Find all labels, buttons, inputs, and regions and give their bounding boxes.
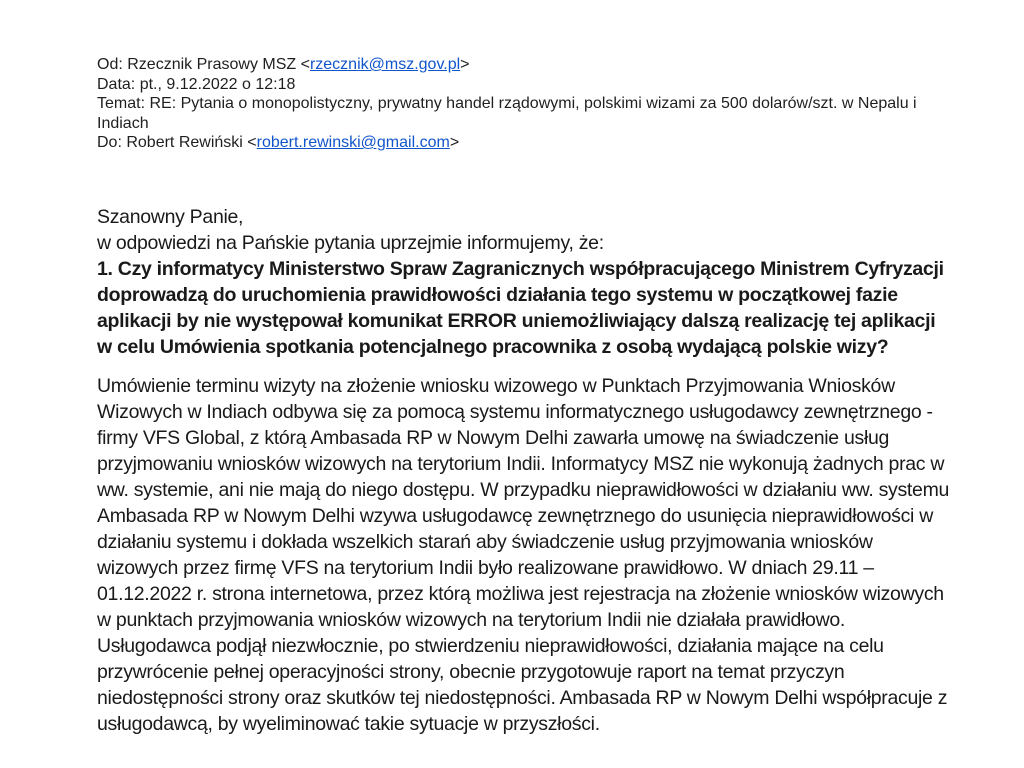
to-email-link[interactable]: robert.rewinski@gmail.com (256, 134, 450, 151)
question-1-paragraph: 1. Czy informatycy Ministerstwo Spraw Zagranicznych współpracującego Ministrem Cyfryzacji doprowadzą do uruchomienia prawidłowości działania tego systemu w początkowej fazie aplikacji by nie występował komunikat ERROR uniemożliwiający dalszą realizację tej aplikacji w celu Umówienia spotkania potencjalnego pracownika z osobą wydającą polskie wizy? (97, 257, 944, 358)
email-body (97, 204, 952, 737)
intro-line: w odpowiedzi na Pańskie pytania uprzejmie informujemy, że: (97, 231, 604, 254)
date-line: Data: pt., 9.12.2022 o 12:18 (97, 75, 296, 93)
email-message (97, 55, 952, 737)
to-bracket-close: > (449, 134, 460, 151)
from-email-link[interactable]: rzecznik@msz.gov.pl (309, 56, 461, 73)
to-line (97, 133, 952, 153)
email-header (97, 55, 952, 153)
answer-1-paragraph: Umówienie terminu wizyty na złożenie wniosku wizowego w Punktach Przyjmowania Wniosków Wizowych w Indiach odbywa się za pomocą systemu informatycznego usługodawcy zewnętrznego - firmy VFS Global, z którą Ambasada RP w Nowym Delhi zawarła umowę na świadczenie usług przyjmowaniu wniosków wizowych na terytorium Indii. Informatycy MSZ nie wykonują żadnych prac w ww. systemie, ani nie mają do niego dostępu. W przypadku nieprawidłowości w działaniu ww. systemu Ambasada RP w Nowym Delhi wzywa usługodawcę zewnętrznego do usunięcia nieprawidłowości w działaniu systemu i dokłada wszelkich starań aby świadczenie usług przyjmowania wniosków wizowych przez firmę VFS na terytorium Indii było realizowane prawidłowo. W dniach 29.11 – 01.12.2022 r. strona internetowa, przez którą możliwa jest rejestracja na złożenie wniosków wizowych w punktach przyjmowania wniosków wizowych na terytorium Indii nie działała prawidłowo. Usługodawca podjął niezwłocznie, po stwierdzeniu nieprawidłowości, działania mające na celu przywrócenie pełnej operacyjności strony, obecnie przygotowuje raport na temat przyczyn niedostępności strony oraz skutków tej niedostępności. Ambasada RP w Nowym Delhi współpracuje z usługodawcą, by wyeliminować takie sytuacje w przyszłości. (97, 374, 950, 735)
from-label: Od: Rzecznik Prasowy MSZ < (97, 56, 310, 73)
from-bracket-close: > (460, 56, 470, 73)
to-label: Do: Robert Rewiński < (97, 134, 257, 151)
subject-line: Temat: RE: Pytania o monopolistyczny, prywatny handel rządowymi, polskimi wizami za 500 dolarów/szt. w Nepalu i Indiach (97, 95, 917, 132)
greeting-line: Szanowny Panie, (97, 205, 244, 228)
from-line (97, 55, 952, 75)
